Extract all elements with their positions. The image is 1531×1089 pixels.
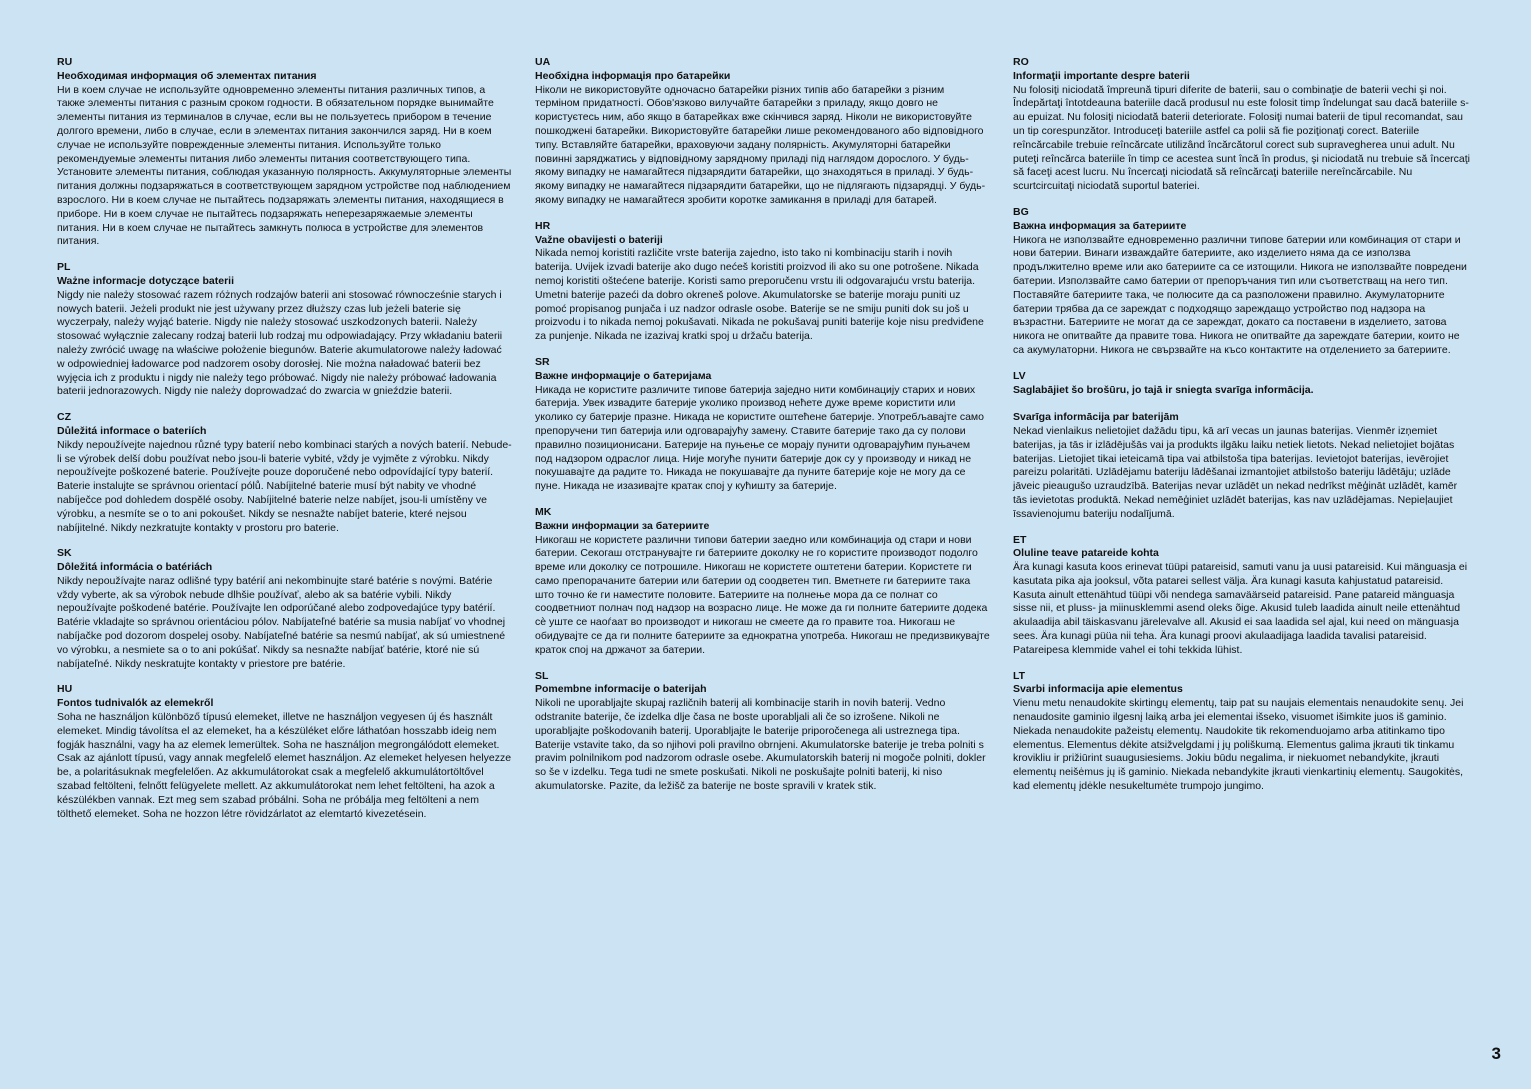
language-code: BG bbox=[1013, 205, 1029, 218]
section-body: Никога не използвайте едновременно различни типове батерии или комбинация от стари и нови батерии. Винаги изваждайте батериите, ако изделието няма да се използва продължително време или ако батериите са се изтощили. Никога не използвайте повредени батерии. Използвайте само батерии от препоръчания тип или съответстващ на него тип. Поставяйте батериите така, че полюсите да са разположени правилно. Акумулаторните батерии трябва да се зареждат с подходящо зареждащо устройство под надзора на възрастни. Батериите не могат да се зареждат, докато са поставени в изделието, затова никога не опитвайте да правите това. Никога не опитвайте да зареждате батерии, които не са акумулаторни. Никога не свързвайте на късо контактите на отделението за батериите. bbox=[1013, 233, 1467, 356]
section-title: Fontos tudnivalók az elemekről bbox=[57, 697, 214, 710]
section-title: Необхідна інформація про батарейки bbox=[535, 69, 731, 82]
section-title: Pomembne informacije o baterijah bbox=[535, 683, 707, 696]
language-code: LT bbox=[1013, 669, 1026, 682]
language-code: PL bbox=[57, 261, 71, 274]
section-body: Nikada nemoj koristiti različite vrste baterija zajedno, isto tako ni kombinaciju starih i novih baterija. Uvijek izvadi baterije ako dugo nećeš koristiti proizvod ili ako su one potrošene. Nikada nemoj koristiti oštećene baterije. Koristi samo preporučenu vrstu ili odgovarajuću vrstu baterija. Umetni baterije pazeći da dobro okreneš polove. Akumulatorske se baterije moraju puniti uz pomoć propisanog punjača i uz nadzor odrasle osobe. Baterije se ne smiju puniti dok su još u proizvodu i to nikada nemoj pokušavati. Nikada ne pokušavaj puniti baterije koje nisu predviđene za punjenje. Nikada ne izazivaj kratki spoj u držaču baterija. bbox=[535, 247, 984, 343]
section-title: Важна информация за батериите bbox=[1013, 219, 1187, 232]
section-body: Vienu metu nenaudokite skirtingų elementų, taip pat su naujais elementais nenaudokite senų. Jei nenaudosite gaminio ilgesnį laiką arba jei elementai išseko, visuomet išimkite juos iš gaminio. Niekada nenaudokite pažeistų elementų. Naudokite tik rekomenduojamo arba atitinkamo tipo elementus. Elementus dėkite atsižvelgdami į jų poliškumą. Elementus galima įkrauti tik tinkamu krovikliu ir prižiūrint suaugusiesiems. Jokiu būdu negalima, ir niekuomet nebandykite, įkrauti elementų neišėmus jų iš gaminio. Niekada nebandykite įkrauti vienkartinių elementų. Saugokitės, kad elementų įdėkle nesukeltumėte trumpojo jungimo. bbox=[1013, 697, 1464, 793]
section-et bbox=[1013, 534, 1470, 658]
language-code: CZ bbox=[57, 411, 71, 424]
section-sk bbox=[57, 547, 512, 671]
language-code: SK bbox=[57, 547, 72, 560]
section-title: Oluline teave patareide kohta bbox=[1013, 547, 1159, 560]
section-sl bbox=[535, 670, 990, 794]
section-body: Ніколи не використовуйте одночасно батарейки різних типів або батарейки з різним терміном придатності. Обов'язково вилучайте батарейки з приладу, якщо довго не користуєтесь ним, або якщо в батарейках вже скінчився заряд. Ніколи не використовуйте пошкоджені батарейки. Використовуйте батарейки лише рекомендованого або відповідного типу. Вставляйте батарейки, враховуючи задану полярність. Акумуляторні батарейки повинні заряджатись у відповідному зарядному приладі під наглядом дорослого. У будь-якому випадку не намагайтеся підзарядити батарейки, що знаходяться в приладі. У будь-якому випадку не намагайтеся підзарядити батарейки, що не підлягають підзарядці. У будь-якому випадку не намагайтеся зробити коротке замикання в приладі для батарей. bbox=[535, 83, 986, 206]
section-subtitle: Svarīga informācija par baterijām bbox=[1013, 411, 1179, 424]
column-middle bbox=[535, 56, 990, 806]
section-body: Soha ne használjon különböző típusú elemeket, illetve ne használjon vegyesen új és használt elemeket. Mindig távolítsa el az elemeket, ha a készüléket előre láthatóan hosszabb ideig nem fogják használni, vagy ha az elemek lemerültek. Soha ne használjon megrongálódott elemeket. Csak az ajánlott típusú, vagy annak megfelelő elemet használjon. Az elemeket helyesen helyezze be, a polaritásuknak megfelelően. Az akkumulátorokat csak a megfelelő akkumulátortöltővel szabad feltölteni, felnőtt felügyelete mellett. Az akkumulátorokat nem lehet feltölteni, ha azok a készülékben vannak. Ezt meg sem szabad próbálni. Soha ne próbálja meg feltölteni a nem tölthető elemeket. Soha ne hozzon létre rövidzárlatot az elemtartó kivezetésein. bbox=[57, 711, 512, 820]
section-ru bbox=[57, 56, 512, 249]
section-title: Informaţii importante despre baterii bbox=[1013, 69, 1190, 82]
section-body: Nigdy nie należy stosować razem różnych rodzajów baterii ani stosować równocześnie starych i nowych baterii. Jeżeli produkt nie jest używany przez dłuższy czas lub jeżeli baterie się wyczerpały, należy wyjąć baterie. Nigdy nie należy stosować uszkodzonych baterii. Należy stosować wyłącznie zalecany rodzaj baterii lub rodzaj mu odpowiadający. Przy wkładaniu baterii należy zwrócić uwagę na właściwe położenie biegunów. Baterie akumulatorowe należy ładować w odpowiedniej ładowarce pod nadzorem osoby dorosłej. Nie można naładować baterii bez wyjęcia ich z produktu i nigdy nie należy tego próbować. Nigdy nie należy próbować ładowania baterii jednorazowych. Nigdy nie należy doprowadzać do zwarcia w gnieździe baterii. bbox=[57, 288, 503, 398]
section-body: Nikdy nepoužívejte najednou různé typy baterií nebo kombinaci starých a nových baterií. Nebude-li se výrobek delší dobu používat nebo jsou-li baterie vybité, vždy je vyjměte z výrobku. Nikdy nepoužívejte poškozené baterie. Používejte pouze doporučené nebo odpovídající typy baterií. Baterie instalujte se správnou orientací pólů. Nabíjitelné baterie musí být nabity ve vhodné nabíječce pod dohledem dospělé osoby. Nabíjitelné baterie nelze nabíjet, jsou-li umístěny ve výrobku, a nesmíte se o to ani pokoušet. Nikdy se nesnažte nabíjet baterie, které nejsou nabíjitelné. Nikdy nezkratujte kontakty v prostoru pro baterie. bbox=[57, 438, 512, 534]
section-pl bbox=[57, 261, 512, 399]
language-code: SL bbox=[535, 669, 549, 682]
language-code: LV bbox=[1013, 369, 1026, 382]
section-body: Ни в коем случае не используйте одновременно элементы питания различных типов, а также элементы питания с разным сроком годности. В обязательном порядке вынимайте элементы питания из терминалов в случае, если вы не пользуетесь прибором в течение долгого времени, либо в случае, если в элементах питания закончился заряд. Ни в коем случае не используйте поврежденные элементы питания. Используйте только рекомендуемые элементы питания либо элементы питания соответствующего типа. Установите элементы питания, соблюдая указанную полярность. Аккумуляторные элементы питания должны подзаряжаться в соответствующем зарядном устройстве под наблюдением взрослого. Ни в коем случае не пытайтесь подзаряжать элементы питания, находящиеся в приборе. Ни в коем случае не пытайтесь подзаряжать неперезаряжаемые элементы питания. Ни в коем случае не пытайтесь замкнуть полюса в устройстве для элементов питания. bbox=[57, 83, 512, 248]
section-body: Никогаш не користете различни типови батерии заедно или комбинација од стари и нови батерии. Секогаш отстранувајте ги батериите доколку не го користите производот подолго време или доколку се потрошиле. Никогаш не користете оштетени батерии. Користете ги само препорачаните батерии или батерии од соодветен тип. Вметнете ги батериите така што точно ќе ги наместите половите. Батериите на полнење мора да се полнат со соодветниот полнач под надзор на возрасно лице. Не може да ги полните батериите додека сѐ уште се наоѓаат во производот и никогаш не смеете да го правите тоа. Никогаш не обидувајте се да ги полните батериите за еднократна употреба. Никогаш не предизвикувајте краток спој на држачот за батерии. bbox=[535, 533, 990, 656]
language-code: MK bbox=[535, 505, 552, 518]
section-title: Saglabājiet šo brošūru, jo tajā ir sniegta svarīga informācija. bbox=[1013, 383, 1314, 396]
section-mk bbox=[535, 506, 990, 658]
section-body: Ära kunagi kasuta koos erinevat tüüpi patareisid, samuti vanu ja uusi patareisid. Kui mänguasja ei kasutata pika aja jooksul, võta patarei sellest välja. Ära kunagi kasuta kahjustatud patareisid. Kasuta ainult ettenähtud tüüpi või nendega samaväärseid patareisid. Pane patareid mänguasja sisse nii, et pluss- ja miinusklemmi asend oleks õige. Akusid tuleb laadida ainult neile ettenähtud akulaadija abil täiskasvanu järelevalve all. Akusid ei saa laadida sel ajal, kui need on mänguasja sees. Ära kunagi püüa nii teha. Ära kunagi proovi akulaadijaga laadida tavalisi patareisid. Patareipesa klemmide vahel ei tohi tekkida lühist. bbox=[1013, 561, 1468, 656]
section-sr bbox=[535, 356, 990, 494]
section-title: Важне информације о батеријама bbox=[535, 369, 712, 382]
section-body: Nikoli ne uporabljajte skupaj različnih baterij ali kombinacije starih in novih baterij. Vedno odstranite baterije, če izdelka dlje časa ne boste uporabljali ali če so izrošene. Nikoli ne uporabljajte poškodovanih baterij. Uporabljajte le baterije priporočenega ali ustreznega tipa. Baterije vstavite tako, da so njihovi poli pravilno obrnjeni. Akumulatorske baterije je treba polniti s pravim polnilnikom pod nadzorom odrasle osebe. Akumulatorskih baterij ni mogoče polniti, dokler so še v izdelku. Tega tudi ne smete poskušati. Nikoli ne poskušajte polniti baterij, ki niso akumulatorske. Pazite, da ležišč za baterije ne boste spravili v kratek stik. bbox=[535, 697, 986, 793]
column-right bbox=[1013, 56, 1470, 806]
section-lt bbox=[1013, 670, 1470, 794]
column-left bbox=[57, 56, 512, 833]
language-code: UA bbox=[535, 56, 551, 68]
section-body: Nu folosiţi niciodată împreună tipuri diferite de baterii, sau o combinaţie de baterii vechi şi noi. Îndepărtaţi întotdeauna bateriile dacă produsul nu este folosit timp îndelungat sau dacă bateriile s-au epuizat. Nu folosiţi niciodată baterii deteriorate. Folosiţi numai baterii de tipul recomandat, sau un tip corespunzător. Introduceţi bateriile astfel ca polii să fie poziţionaţi corect. Bateriile reîncărcabile trebuie reîncărcate utilizând încărcătorul corect sub supravegherea unui adult. Nu puteţi reîncărca bateriile în timp ce acestea sunt încă în produs, şi niciodată nu trebuie să încercaţi să faceţi acest lucru. Nu încercaţi niciodată să reîncărcaţi bateriile nereîncărcabile. Nu scurtcircuitaţi niciodată suportul bateriei. bbox=[1013, 83, 1471, 193]
section-title: Dôležitá informácia o batériách bbox=[57, 561, 213, 574]
language-code: HU bbox=[57, 683, 73, 696]
section-ro bbox=[1013, 56, 1470, 194]
section-bg bbox=[1013, 206, 1470, 358]
section-hu bbox=[57, 683, 512, 821]
section-title: Važne obavijesti o bateriji bbox=[535, 233, 663, 246]
section-ua bbox=[535, 56, 990, 208]
section-cz bbox=[57, 411, 512, 535]
language-code: ET bbox=[1013, 533, 1027, 546]
language-code: RU bbox=[57, 56, 73, 68]
language-code: HR bbox=[535, 219, 551, 232]
section-title: Необходимая информация об элементах питания bbox=[57, 69, 317, 82]
language-code: SR bbox=[535, 355, 550, 368]
section-body: Никада не користите различите типове батерија заједно нити комбинацију старих и нових батерија. Увек извадите батерије уколико производ нећете дуже време користити или уколико су батерије празне. Никада не користите оштећене батерије. Употребљавајте само препоручени тип батерија или одговарајућу замену. Ставите батерије тако да су полови правилно позиционисани. Батерије на пуњење се морају пунити одговарајућим пуњачем под надзором одраслог лица. Није могуће пунити батерије док су у производу и никад не покушавајте да радите то. Никада не покушавајте да пуните батерије које не могу да се пуне. Никада не изазивајте кратак спој у кућишту за батерије. bbox=[535, 383, 984, 493]
language-code: RO bbox=[1013, 56, 1029, 68]
section-lv bbox=[1013, 370, 1470, 522]
section-title: Ważne informacje dotyczące baterii bbox=[57, 274, 234, 287]
page-number: 3 bbox=[1491, 1044, 1501, 1063]
section-title: Svarbi informacija apie elementus bbox=[1013, 683, 1183, 696]
section-body: Nekad vienlaikus nelietojiet dažādu tipu, kā arī vecas un jaunas baterijas. Vienmēr izņemiet baterijas, ja tās ir izlādējušās vai ja produkts ilgāku laiku netiek lietots. Nekad nelietojiet bojātas baterijas. Lietojiet tikai ieteicamā tipa vai atbilstoša tipa baterijas. Ievietojot baterijas, ievērojiet pareizu polaritāti. Uzlādējamu bateriju lādēšanai izmantojiet atbilstošo bateriju lādētāju; uzlāde jāveic pieaugušo uzraudzībā. Baterijas nevar uzlādēt un nekad nedrīkst mēģināt uzlādēt, kamēr tās ievietotas produktā. Nekad nemēģiniet uzlādēt baterijas, kas nav uzlādējamas. Nepieļaujiet īssavienojumu bateriju nodalījumā. bbox=[1013, 424, 1458, 520]
section-title: Важни информации за батериите bbox=[535, 519, 710, 532]
section-body: Nikdy nepoužívajte naraz odlišné typy batérií ani nekombinujte staré batérie s novými. Batérie vždy vyberte, ak sa výrobok nebude dlhšie používať, alebo ak sa batérie vybili. Nikdy nepoužívajte poškodené batérie. Používajte len odporúčané alebo zodpovedajúce typy batérií. Batérie vkladajte so správnou orientáciou pólov. Nabíjateľné batérie sa musia nabíjať vo vhodnej nabíjačke pod dozorom dospelej osoby. Nabíjateľné batérie sa nesmú nabíjať, ak sú umiestnené vo výrobku, a nesmiete sa o to ani pokúšať. Nikdy sa nesnažte nabíjať batérie, ktoré nie sú nabíjateľné. Nikdy neskratujte kontakty v priestore pre batérie. bbox=[57, 574, 506, 670]
section-title: Důležitá informace o bateriích bbox=[57, 424, 207, 437]
section-hr bbox=[535, 220, 990, 344]
